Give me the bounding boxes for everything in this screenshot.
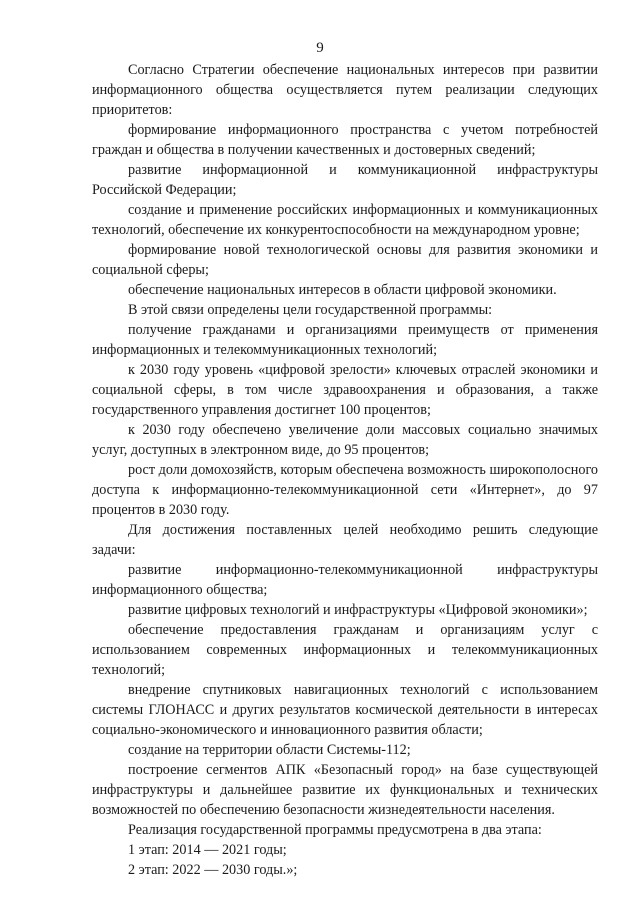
paragraph-task-infrastructure: развитие информационно-телекоммуникационной инфраструктуры информационного общества;: [92, 562, 598, 598]
paragraph-stages-intro: Реализация государственной программы предусмотрена в два этапа:: [128, 822, 542, 838]
paragraph-goal-digital-maturity: к 2030 году уровень «цифровой зрелости» ключевых отраслей экономики и социальной сферы, в том числе здравоохранения и образования, а также государственного управления достигнет 100 процентов;: [92, 362, 598, 418]
paragraph-priority-digital-economy: обеспечение национальных интересов в области цифровой экономики.: [128, 282, 557, 298]
paragraph-task-safe-city: построение сегментов АПК «Безопасный город» на базе существующей инфраструктуры и дальнейшее развитие их функциональных и технических возможностей по обеспечению безопасности жизнедеятельности населения.: [92, 762, 598, 818]
paragraph-strategy-intro: Согласно Стратегии обеспечение национальных интересов при развитии информационного общества осуществляется путем реализации следующих приоритетов:: [92, 62, 598, 118]
paragraph-stage-1: 1 этап: 2014 — 2021 годы;: [128, 842, 287, 858]
paragraph-stage-2: 2 этап: 2022 — 2030 годы.»;: [128, 862, 298, 878]
paragraph-goal-benefits: получение гражданами и организациями преимуществ от применения информационных и телекоммуникационных технологий;: [92, 322, 598, 358]
paragraph-priority-tech-basis: формирование новой технологической основы для развития экономики и социальной сферы;: [92, 242, 598, 278]
paragraph-goal-broadband: рост доли домохозяйств, которым обеспечена возможность широкополосного доступа к информационно-телекоммуникационной сети «Интернет», до 97 процентов в 2030 году.: [92, 462, 598, 518]
paragraph-tasks-intro: Для достижения поставленных целей необходимо решить следующие задачи:: [92, 522, 598, 558]
paragraph-task-services: обеспечение предоставления гражданам и организациям услуг с использованием современных информационных и телекоммуникационных технологий;: [92, 622, 598, 678]
paragraph-task-digital-tech: развитие цифровых технологий и инфраструктуры «Цифровой экономики»;: [128, 602, 588, 618]
body-text: [92, 60, 598, 880]
paragraph-priority-russian-tech: создание и применение российских информационных и коммуникационных технологий, обеспечение их конкурентоспособности на международном уровне;: [92, 202, 598, 238]
paragraph-goal-e-services: к 2030 году обеспечено увеличение доли массовых социально значимых услуг, доступных в электронном виде, до 95 процентов;: [92, 422, 598, 458]
paragraph-priority-infrastructure: развитие информационной и коммуникационной инфраструктуры Российской Федерации;: [92, 162, 598, 198]
paragraph-task-system-112: создание на территории области Системы-112;: [128, 742, 411, 758]
paragraph-task-glonass: внедрение спутниковых навигационных технологий с использованием системы ГЛОНАСС и других результатов космической деятельности в интересах социально-экономического и инновационного развития области;: [92, 682, 598, 738]
paragraph-goals-intro: В этой связи определены цели государственной программы:: [128, 302, 493, 318]
page-number: 9: [316, 40, 324, 56]
paragraph-priority-info-space: формирование информационного пространства с учетом потребностей граждан и общества в получении качественных и достоверных сведений;: [92, 122, 598, 158]
